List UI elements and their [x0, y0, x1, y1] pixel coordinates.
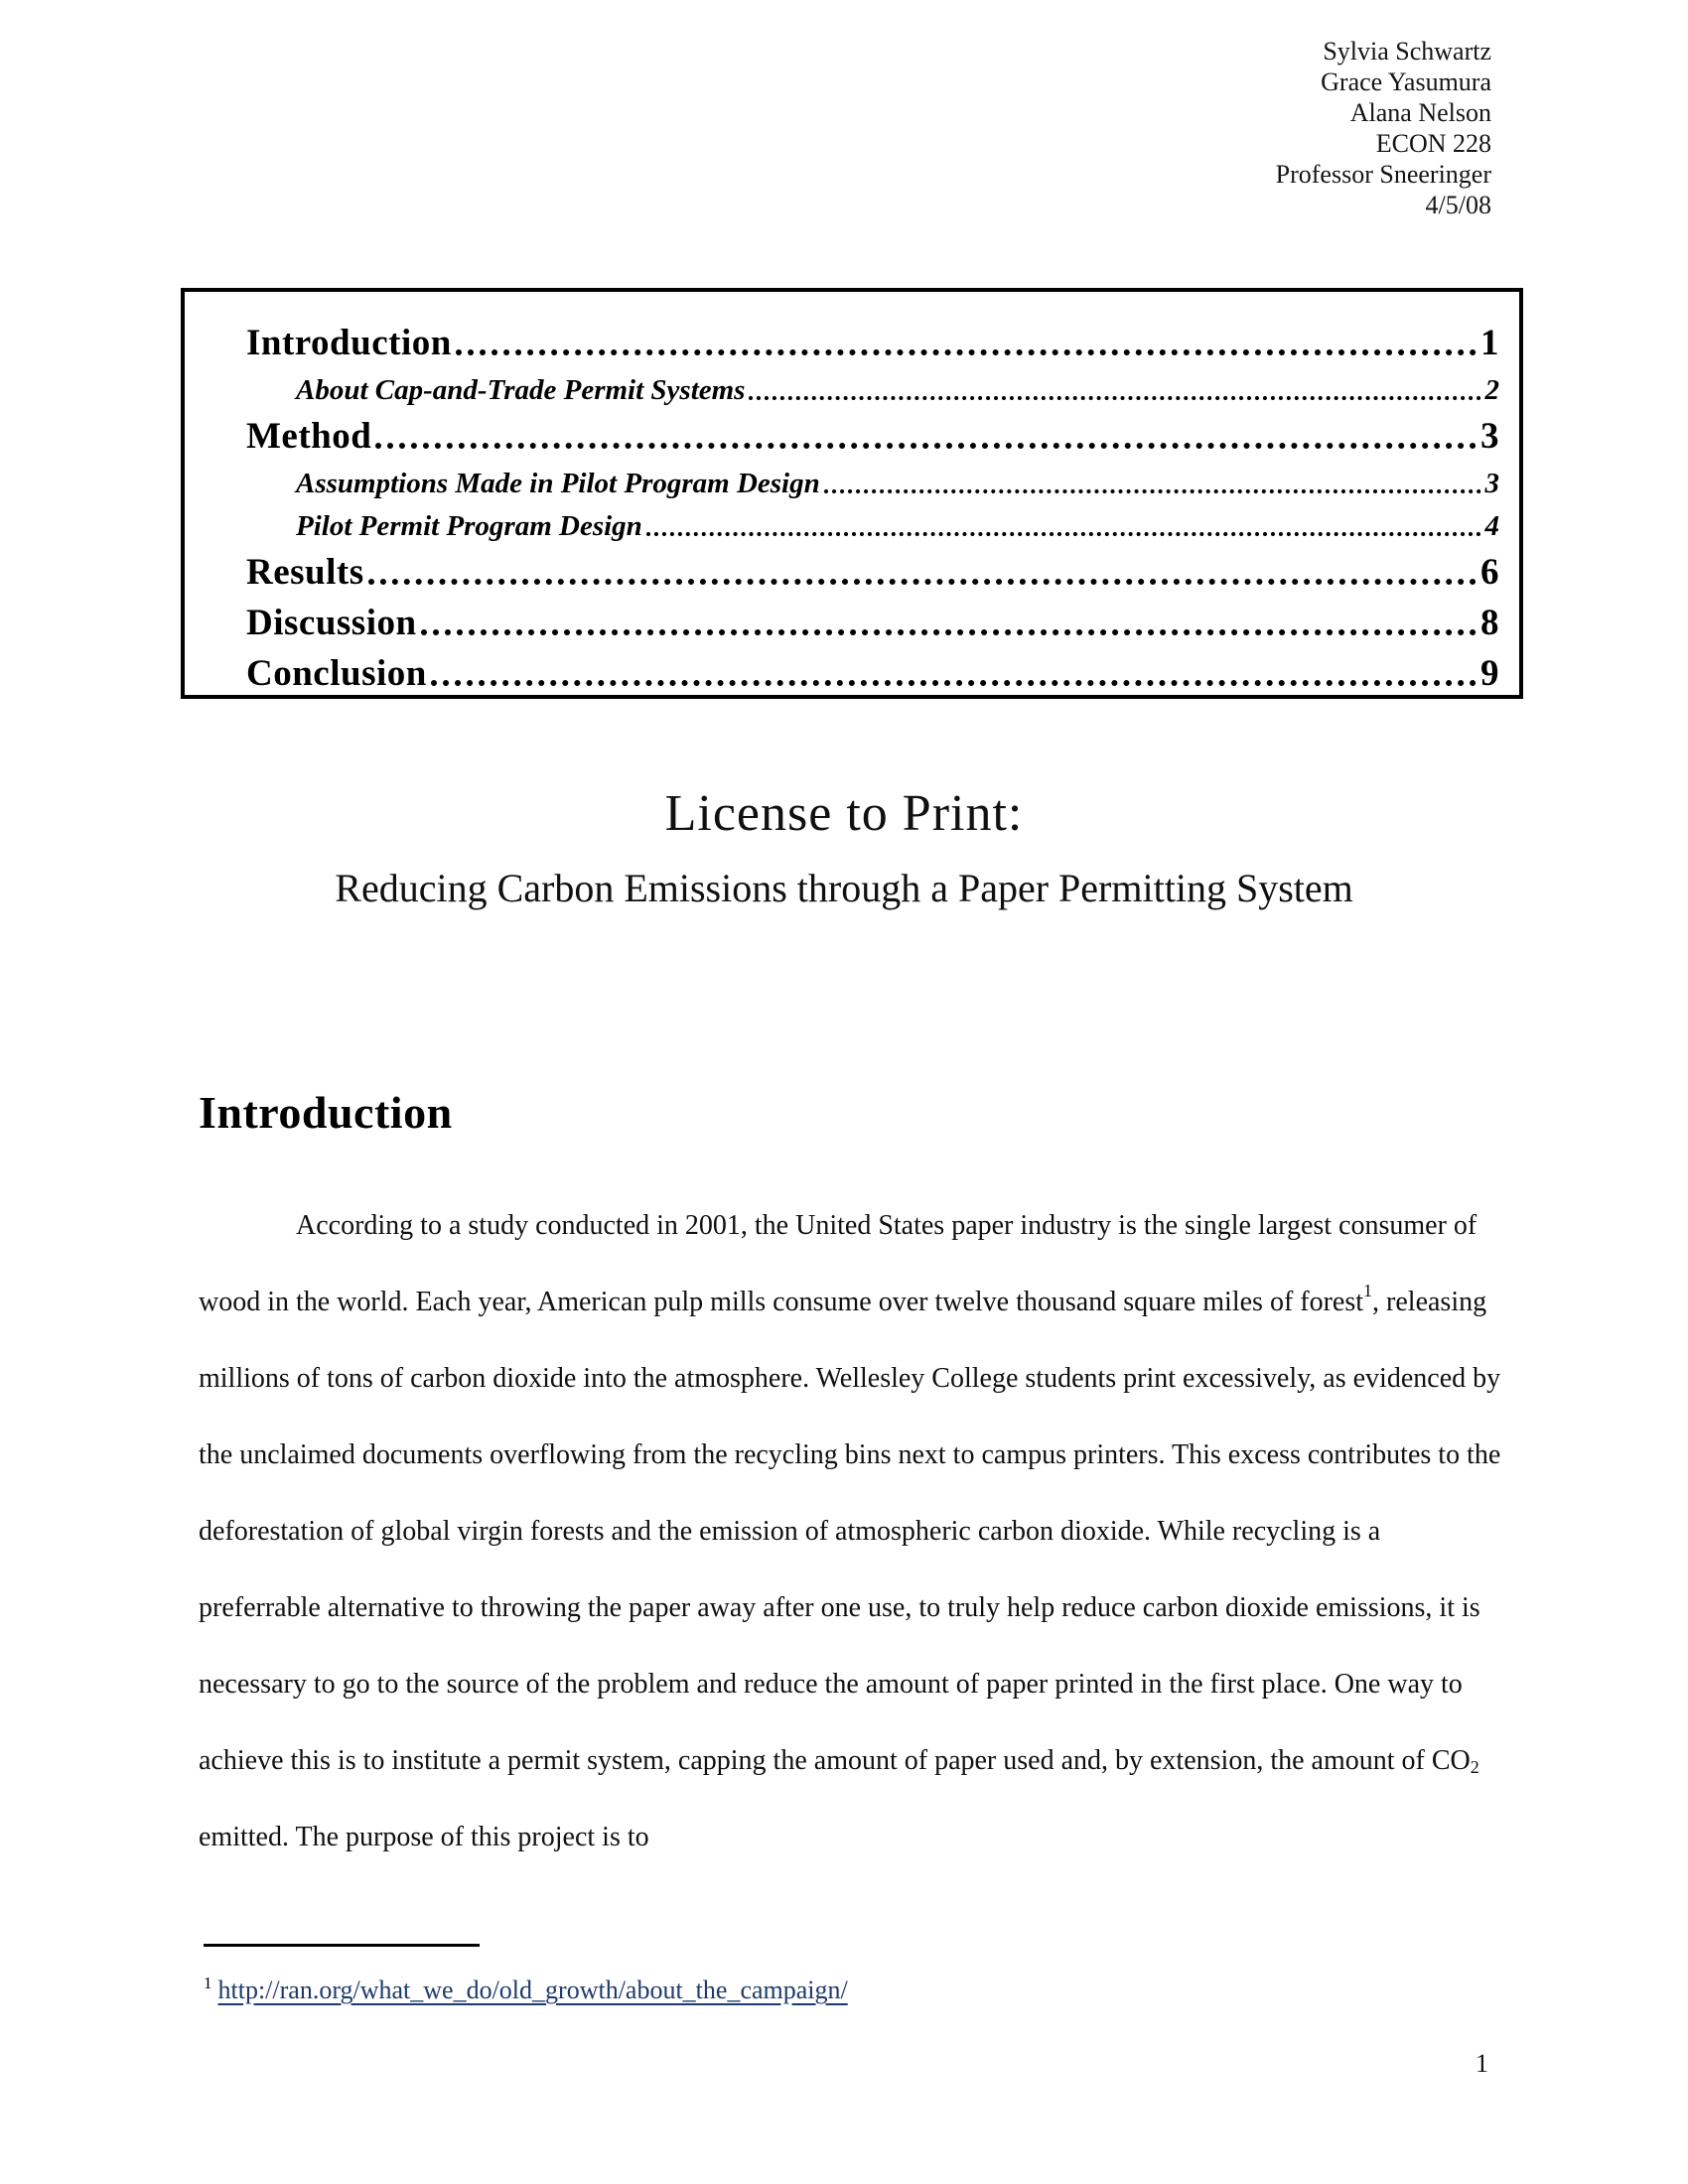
toc-dot-leader: [431, 680, 1477, 686]
toc-entry-label: Assumptions Made in Pilot Program Design: [296, 468, 820, 499]
professor-name: Professor Sneeringer: [1275, 160, 1491, 189]
footnote-reference-superscript: 1: [1363, 1281, 1373, 1300]
page-number: 1: [1476, 2049, 1488, 2078]
toc-entry-about-cap-and-trade: [246, 364, 1499, 407]
date: 4/5/08: [1425, 191, 1491, 219]
toc-page-number: 6: [1480, 552, 1499, 593]
author-header: [1276, 36, 1491, 220]
toc-entry-results: [246, 543, 1499, 594]
toc-entry-introduction: [246, 314, 1499, 364]
toc-dot-leader: [421, 629, 1477, 635]
toc-dot-leader: [749, 396, 1480, 400]
toc-dot-leader: [375, 443, 1477, 449]
toc-entry-pilot-permit-design: [246, 500, 1499, 543]
author-name: Grace Yasumura: [1321, 68, 1491, 96]
toc-page-number: 4: [1484, 510, 1499, 542]
toc-entry-method: [246, 407, 1499, 458]
toc-entry-label: Method: [246, 416, 372, 457]
title-block: [0, 784, 1688, 911]
co2-subscript: 2: [1470, 1757, 1479, 1777]
paragraph-text: , releasing millions of tons of carbon dioxide into the atmosphere. Wellesley College students print excessively, as evidenced by the unclaimed documents overflowing from the recycling bins next to campus printers. This excess contributes to the deforestation of global virgin forests and the emission of atmospheric carbon dioxide. While recycling is a preferrable alternative to throwing the paper away after one use, to truly help reduce carbon dioxide emissions, it is necessary to go to the source of the problem and reduce the amount of paper printed in the first place. One way to achieve this is to institute a permit system, capping the amount of paper used and, by extension, the amount of CO: [199, 1287, 1501, 1776]
toc-dot-leader: [824, 489, 1481, 493]
paragraph-text: emitted. The purpose of this project is to: [199, 1822, 649, 1852]
paper-title: License to Print:: [664, 785, 1024, 842]
section-heading-introduction: Introduction: [199, 1087, 453, 1138]
toc-page-number: 3: [1484, 468, 1499, 499]
toc-page-number: 2: [1484, 374, 1499, 406]
toc-page-number: 8: [1480, 603, 1499, 643]
toc-entry-label: Introduction: [246, 323, 452, 363]
toc-dot-leader: [368, 579, 1477, 585]
toc-entry-label: Results: [246, 552, 364, 593]
footnote: [204, 1974, 848, 2005]
footnote-marker: 1: [204, 1974, 212, 1992]
toc-page-number: 3: [1480, 416, 1499, 457]
author-name: Sylvia Schwartz: [1323, 37, 1491, 66]
toc-entry-assumptions: [246, 458, 1499, 500]
toc-dot-leader: [646, 532, 1481, 536]
toc-dot-leader: [456, 349, 1477, 355]
footnote-url-link[interactable]: http://ran.org/what_we_do/old_growth/about_the_campaign/: [217, 1976, 848, 2004]
introduction-paragraph: [199, 1187, 1504, 1875]
toc-entry-label: Pilot Permit Program Design: [296, 510, 642, 542]
toc-entry-label: Discussion: [246, 603, 417, 643]
toc-page-number: 1: [1480, 323, 1499, 363]
toc-entry-conclusion: [246, 644, 1499, 695]
toc-entry-discussion: [246, 594, 1499, 644]
footnote-separator-rule: [204, 1944, 480, 1947]
paper-subtitle: Reducing Carbon Emissions through a Paper Permitting System: [335, 866, 1353, 910]
author-name: Alana Nelson: [1349, 98, 1491, 127]
toc-page-number: 9: [1480, 653, 1499, 694]
toc-entry-label: Conclusion: [246, 653, 427, 694]
course-code: ECON 228: [1375, 129, 1491, 158]
paragraph-text: According to a study conducted in 2001, the United States paper industry is the single largest consumer of wood in the world. Each year, American pulp mills consume over twelve thousand square miles of forest: [199, 1210, 1477, 1317]
table-of-contents: [181, 288, 1523, 699]
toc-entry-label: About Cap-and-Trade Permit Systems: [296, 374, 746, 406]
